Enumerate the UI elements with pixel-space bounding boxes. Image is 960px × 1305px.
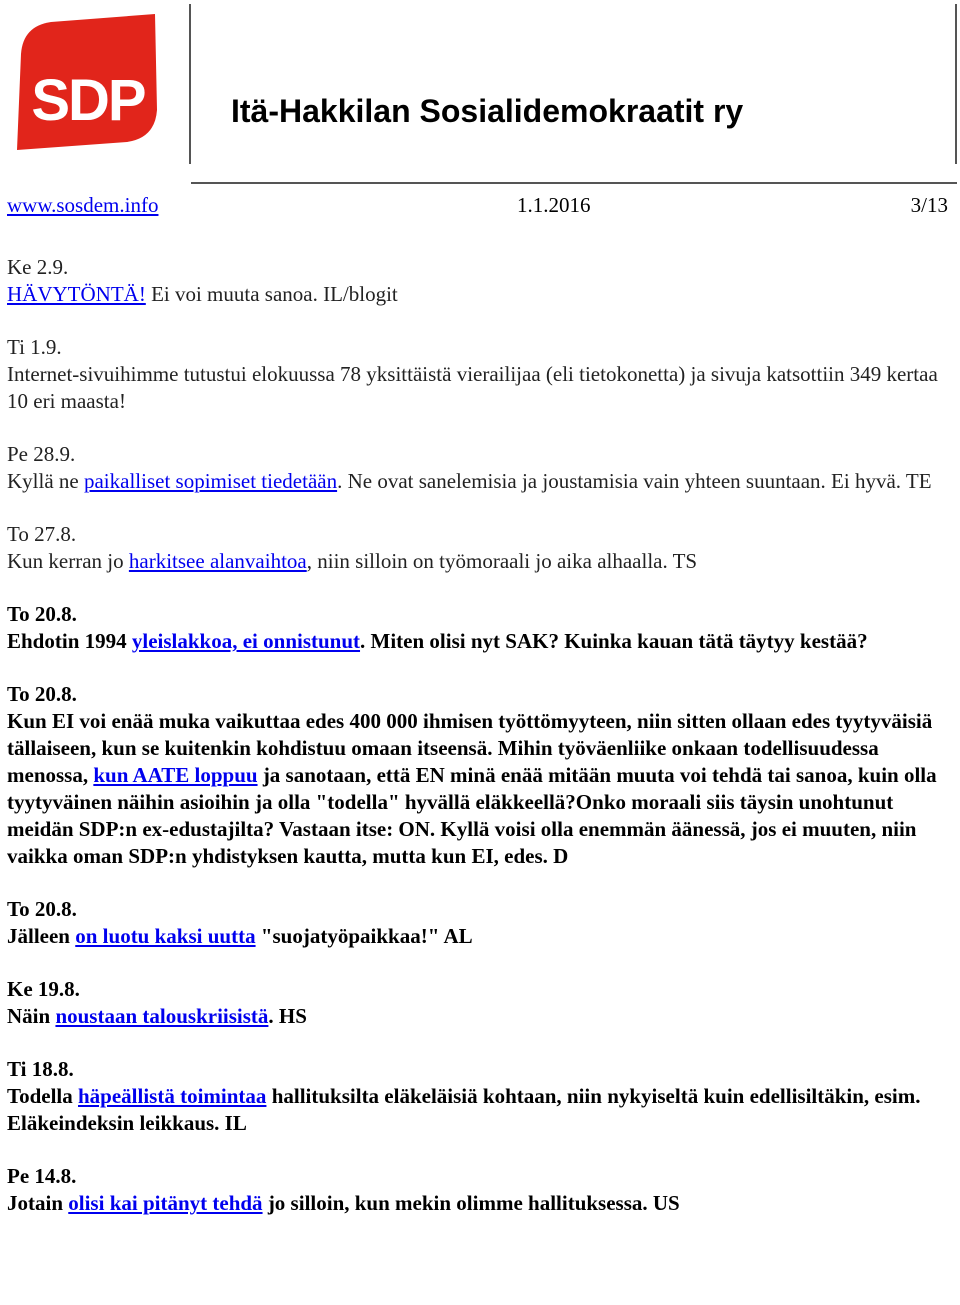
entry-link[interactable]: noustaan talouskriisistä — [55, 1004, 269, 1028]
entry-date: Ti 1.9. — [7, 335, 62, 359]
entry-text — [7, 468, 955, 495]
entry-text-segment: Ei voi muuta sanoa. IL/blogit — [145, 282, 398, 306]
entry-date: Ke 2.9. — [7, 255, 69, 279]
entry-text — [7, 628, 955, 655]
website-link[interactable]: www.sosdem.info — [7, 193, 159, 217]
entry-text — [7, 548, 955, 575]
entry-date: To 20.8. — [7, 897, 77, 921]
news-entry — [7, 521, 955, 575]
logo-text: SDP — [31, 68, 145, 133]
entry-text-segment: Kun EI voi enää muka vaikuttaa edes 400 000 ihmisen työttömyyteen, niin sitten ollaan edes tyytyväisiä tällaiseen, kun se kuitenkin kohdistuu omaan itseensä. Mihin työväenliike onkaan todellisuudessa menossa, — [7, 709, 933, 787]
news-entry — [7, 681, 955, 870]
entry-text-segment: Todella — [7, 1084, 78, 1108]
entry-link[interactable]: HÄVYTÖNTÄ! — [7, 282, 146, 306]
entry-text-segment: Jotain — [7, 1191, 69, 1215]
entry-text-segment: "suojatyöpaikkaa!" AL — [255, 924, 473, 948]
news-entry — [7, 601, 955, 655]
news-entry — [7, 976, 955, 1030]
entry-text-segment: . HS — [268, 1004, 307, 1028]
entry-date: To 27.8. — [7, 522, 77, 546]
entry-link[interactable]: kun AATE loppuu — [93, 763, 258, 787]
entry-link[interactable]: häpeällistä toimintaa — [78, 1084, 267, 1108]
entry-text-segment: . Ne ovat sanelemisia ja joustamisia vain yhteen suuntaan. Ei hyvä. TE — [337, 469, 932, 493]
entry-text — [7, 1003, 955, 1030]
entry-text-segment: jo silloin, kun mekin olimme hallituksessa. US — [262, 1191, 680, 1215]
organization-title: Itä-Hakkilan Sosialidemokraatit ry — [231, 93, 744, 129]
news-entry — [7, 441, 955, 495]
entry-text-segment: . Miten olisi nyt SAK? Kuinka kauan tätä täytyy kestää? — [360, 629, 868, 653]
entry-text-segment: , niin silloin on työmoraali jo aika alhaalla. TS — [306, 549, 698, 573]
entry-text-segment: Näin — [7, 1004, 56, 1028]
entry-link[interactable]: on luotu kaksi uutta — [75, 924, 256, 948]
entry-date: Pe 14.8. — [7, 1164, 77, 1188]
news-entry — [7, 334, 955, 415]
entry-link[interactable]: paikalliset sopimiset tiedetään — [83, 469, 338, 493]
header-divider-right — [955, 4, 957, 164]
news-entry — [7, 896, 955, 950]
entry-text — [7, 1083, 955, 1137]
news-entry — [7, 1056, 955, 1137]
entry-text-segment: Internet-sivuihimme tutustui elokuussa 78 yksittäistä vierailijaa (eli tietokonetta) ja sivuja katsottiin 349 kertaa 10 eri maasta! — [7, 362, 938, 413]
entry-date: To 20.8. — [7, 682, 77, 706]
entry-text-segment: Ehdotin 1994 — [7, 629, 132, 653]
entry-link[interactable]: yleislakkoa, ei onnistunut — [131, 629, 361, 653]
entry-text — [7, 361, 955, 415]
entry-text-segment: Kun kerran jo — [7, 549, 129, 573]
meta-row — [7, 193, 948, 221]
entry-date: To 20.8. — [7, 602, 77, 626]
entry-date: Pe 28.9. — [7, 442, 76, 466]
news-entry — [7, 1163, 955, 1217]
header-divider-left — [189, 4, 191, 164]
entry-text-segment: hallituksilta eläkeläisiä kohtaan, niin nykyiseltä kuin edellisiltäkin, esim. Eläkeindeksin leikkaus. IL — [7, 1084, 921, 1135]
news-entry — [7, 254, 955, 308]
entry-date: Ti 18.8. — [7, 1057, 74, 1081]
entry-text — [7, 281, 955, 308]
entry-text — [7, 923, 955, 950]
sdp-logo — [17, 14, 159, 150]
entry-link[interactable]: harkitsee alanvaihtoa — [128, 549, 307, 573]
entry-text-segment: ja sanotaan, että EN minä enää mitään muuta voi tehdä tai sanoa, kuin olla tyytyväinen näihin asioihin ja olla "todella" hyvällä eläkkeellä?Onko moraali siis täysin unohtunut meidän SDP:n ex-edustajilta? Vastaan itse: ON. Kyllä voisi olla enemmän äänessä, jos ei muuten, niin vaikka oman SDP:n yhdistyksen kautta, mutta kun EI, edes. D — [7, 763, 937, 868]
entry-text-segment: Jälleen — [7, 924, 76, 948]
news-entries — [7, 254, 955, 1243]
entry-link[interactable]: olisi kai pitänyt tehdä — [68, 1191, 263, 1215]
page-number: 3/13 — [910, 193, 948, 217]
entry-date: Ke 19.8. — [7, 977, 80, 1001]
entry-text — [7, 1190, 955, 1217]
document-date: 1.1.2016 — [517, 193, 591, 217]
header-rule — [191, 182, 957, 184]
entry-text-segment: Kyllä ne — [7, 469, 84, 493]
entry-text — [7, 708, 955, 870]
